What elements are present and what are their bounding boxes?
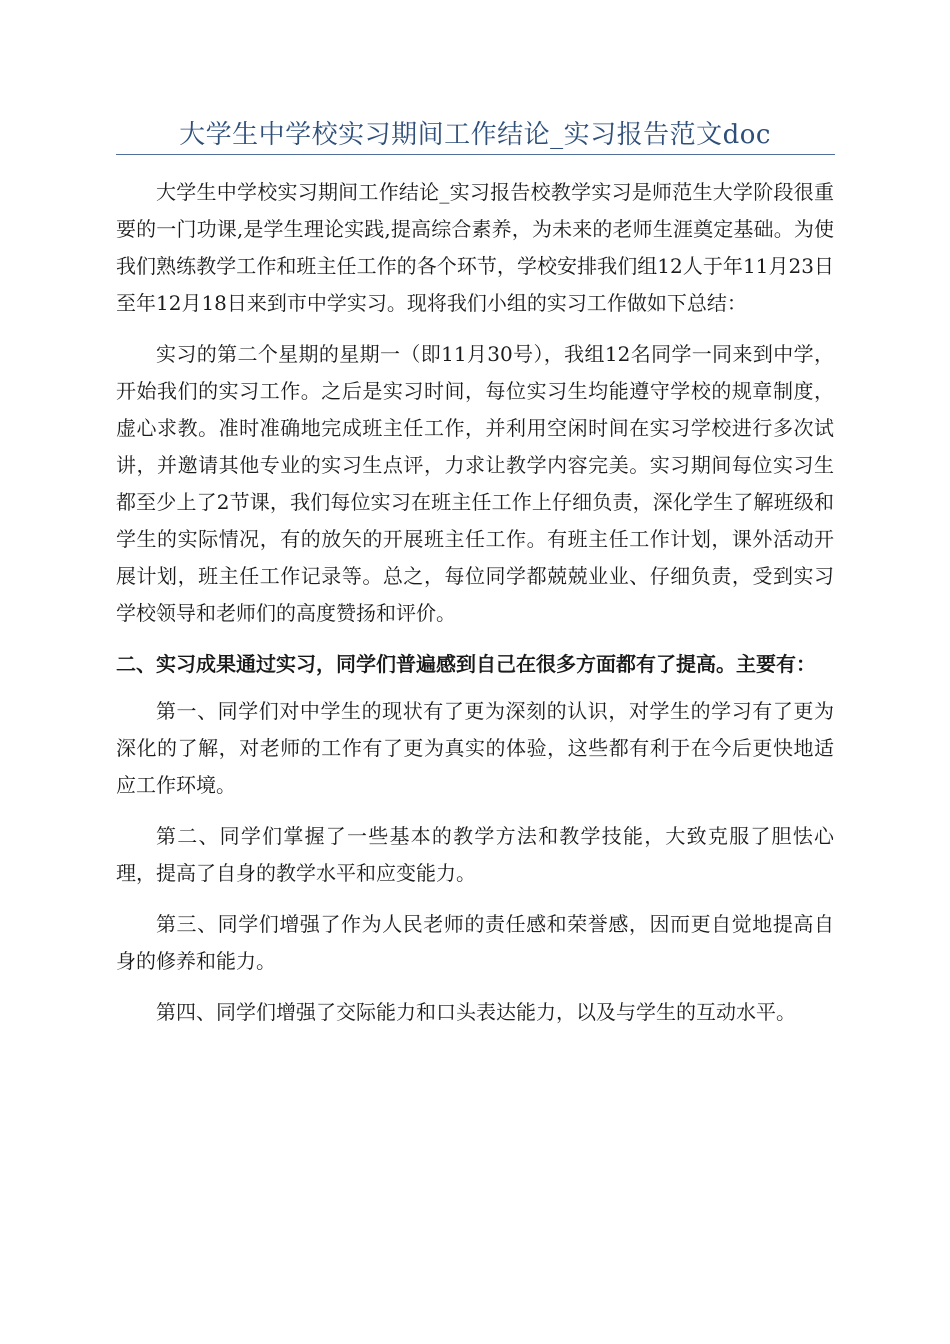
section-heading: 二、实习成果通过实习，同学们普遍感到自己在很多方面都有了提高。主要有： xyxy=(116,652,816,676)
point-paragraph-4: 第四、同学们增强了交际能力和口头表达能力，以及与学生的互动水平。 xyxy=(156,1000,796,1024)
document-body xyxy=(116,174,834,1045)
document-title: 大学生中学校实习期间工作结论_实习报告范文doc xyxy=(179,120,771,150)
point-paragraph-1: 第一、同学们对中学生的现状有了更为深刻的认识，对学生的学习有了更为深化的了解，对老师的工作有了更为真实的体验，这些都有利于在今后更快地适应工作环境。 xyxy=(116,699,834,797)
point-paragraph-2: 第二、同学们掌握了一些基本的教学方法和教学技能，大致克服了胆怯心理，提高了自身的教学水平和应变能力。 xyxy=(116,824,834,885)
internship-paragraph: 实习的第二个星期的星期一（即11月30号），我组12名同学一同来到中学，开始我们的实习工作。之后是实习时间，每位实习生均能遵守学校的规章制度，虚心求教。准时准确地完成班主任工作，并利用空闲时间在实习学校进行多次试讲，并邀请其他专业的实习生点评，力求让教学内容完美。实习期间每位实习生都至少上了2节课，我们每位实习在班主任工作上仔细负责，深化学生了解班级和学生的实际情况，有的放矢的开展班主任工作。有班主任工作计划，课外活动开展计划，班主任工作记录等。总之，每位同学都兢兢业业、仔细负责，受到实习学校领导和老师们的高度赞扬和评价。 xyxy=(116,342,834,625)
title-underline xyxy=(116,154,835,155)
intro-paragraph: 大学生中学校实习期间工作结论_实习报告校教学实习是师范生大学阶段很重要的一门功课,是学生理论实践,提高综合素养，为未来的老师生涯奠定基础。为使我们熟练教学工作和班主任工作的各个环节，学校安排我们组12人于年11月23日至年12月18日来到市中学实习。现将我们小组的实习工作做如下总结： xyxy=(116,180,834,315)
point-paragraph-3: 第三、同学们增强了作为人民老师的责任感和荣誉感，因而更自觉地提高自身的修养和能力。 xyxy=(116,912,834,973)
